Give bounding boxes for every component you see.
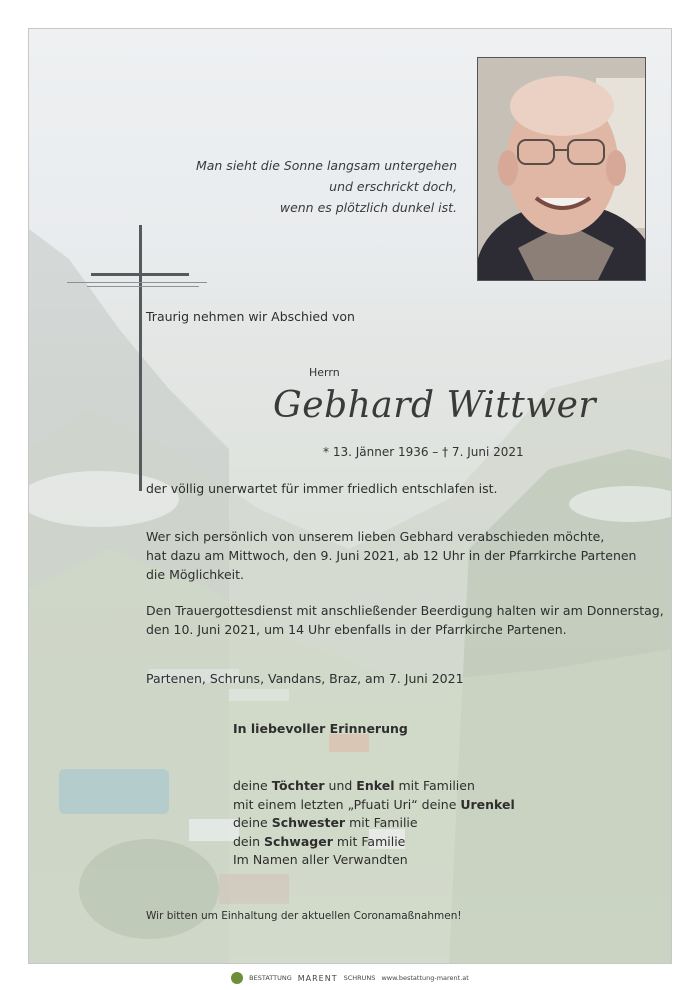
family-text: und [324,778,357,793]
corona-note: Wir bitten um Einhaltung der aktuellen Coronamaßnahmen! [146,910,462,922]
obituary-card [28,28,672,964]
family-text: deine [233,815,272,830]
quote-line: und erschrickt doch, [329,179,457,194]
portrait-figure [478,58,645,280]
farewell-line: Wer sich persönlich von unserem lieben Gebhard verabschieden möchte, [146,529,605,544]
life-dates: * 13. Jänner 1936 – † 7. Juni 2021 [323,445,524,459]
deceased-name: Gebhard Wittwer [273,385,597,426]
family-line [233,833,515,852]
farewell-line: die Möglichkeit. [146,567,245,582]
farewell-paragraph [146,527,636,584]
cross-decor-line [67,282,207,283]
family-line [233,814,515,833]
farewell-line: hat dazu am Mittwoch, den 9. Juni 2021, ab 12 Uhr in der Pfarrkirche Partenen [146,548,637,563]
family-text: mit Familie [332,833,406,849]
family-role: Schwester [271,815,346,830]
memory-heading: In liebevoller Erinnerung [233,721,408,736]
family-role: Töchter [271,778,325,793]
family-text: mit Familie [345,815,418,830]
service-line: Den Trauergottesdienst mit anschließender Beerdigung halten wir am Donnerstag, [146,603,664,618]
service-paragraph [146,601,664,639]
family-line [233,851,515,870]
service-line: den 10. Juni 2021, um 14 Uhr ebenfalls in der Pfarrkirche Partenen. [146,622,567,637]
family-line [233,777,515,796]
passing-text: der völlig unerwartet für immer friedlich entschlafen ist. [146,481,498,496]
place-date: Partenen, Schruns, Vandans, Braz, am 7. Juni 2021 [146,671,464,686]
family-text: mit Familien [394,778,475,793]
family-text: dein [233,833,264,849]
company-brand: MARENT [297,973,338,983]
footer [0,968,700,988]
family-list [233,777,515,870]
quote-line: wenn es plötzlich dunkel ist. [279,200,457,215]
family-role: Enkel [356,778,395,793]
family-line [233,796,515,815]
family-text: deine [233,778,272,793]
cross-icon [139,225,142,491]
family-text: mit einem letzten „Pfuati Uri“ deine [233,796,461,812]
family-text: Im Namen aller Verwandten [233,852,408,867]
company-website[interactable]: www.bestattung-marent.at [381,974,469,982]
company-logo-icon [231,972,243,984]
company-prefix: BESTATTUNG [249,974,292,982]
cross-bar [91,273,189,276]
quote [196,155,457,218]
family-role: Urenkel [460,796,515,812]
salutation: Herrn [309,366,340,379]
quote-line: Man sieht die Sonne langsam untergehen [195,158,457,173]
cross-decor-line [87,286,199,287]
company-town: SCHRUNS [343,974,376,982]
intro-text: Traurig nehmen wir Abschied von [146,309,355,324]
family-role: Schwager [264,833,333,849]
portrait-photo [477,57,646,281]
